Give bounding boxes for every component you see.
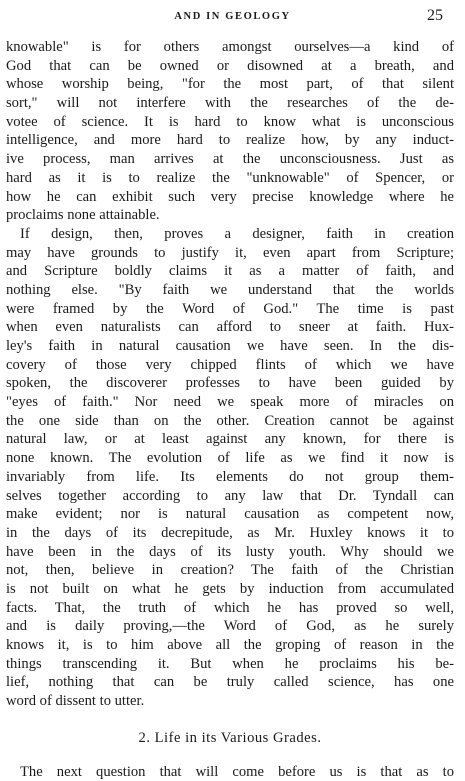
text-line: ive process, man arrives at the unconsciousness. Just as bbox=[6, 151, 454, 168]
text-line: were framed by the Word of God." The time is past bbox=[6, 300, 454, 317]
text-line: the one side than on the other. Creation cannot be against bbox=[6, 412, 454, 429]
text-line: intelligence, and more hard to realize how, by any induct- bbox=[6, 132, 454, 149]
text-line: sort," will not interfere with the researches of the de- bbox=[6, 95, 454, 112]
text-line: "eyes of faith." Nor need we speak more of miracles on bbox=[6, 394, 454, 411]
text-line: knows it, is to him above all the groping of reason in the bbox=[6, 637, 454, 653]
text-line: when even naturalists can afford to sneer at faith. Hux- bbox=[6, 319, 454, 336]
text-line: nothing else. "By faith we understand that the worlds bbox=[6, 281, 454, 298]
text-line: proclaims none attainable. bbox=[6, 207, 160, 224]
text-line: things transcending it. But when he proclaims his be- bbox=[6, 655, 454, 672]
page-number: 25 bbox=[427, 7, 443, 24]
section-heading: 2. Life in its Various Grades. bbox=[138, 729, 322, 746]
text-line: covery of those very chipped flints of which we have bbox=[6, 356, 454, 373]
text-line: not, then, believe in creation? The faith of the Christian bbox=[6, 562, 454, 579]
text-line: If design, then, proves a designer, faith in creation bbox=[20, 225, 454, 242]
running-title: AND IN GEOLOGY bbox=[174, 11, 291, 22]
body-text bbox=[6, 38, 454, 781]
text-line: is not built on what he gets by induction from accumulated bbox=[6, 580, 454, 597]
text-line: lief, nothing that can be truly called science, has one bbox=[6, 674, 454, 691]
paragraph-1 bbox=[6, 38, 454, 225]
text-line: whose worship being, "for the most part, of that silent bbox=[6, 76, 454, 93]
text-line: none known. The evolution of life as we find it now is bbox=[6, 450, 454, 467]
text-line: spoken, the discoverer professes to have been guided by bbox=[6, 375, 454, 392]
text-line: facts. That, the truth of which he has proved so well, bbox=[6, 599, 454, 616]
text-line: votee of science. It is hard to know what is unconscious bbox=[6, 113, 454, 130]
text-line: selves together according to any law that Dr. Tyndall can bbox=[6, 487, 454, 504]
paragraph-2 bbox=[6, 225, 454, 711]
text-line: invariably from life. Its elements do not group them- bbox=[6, 468, 454, 485]
text-line: hard as it is to realize the "unknowable" of Spencer, or bbox=[6, 169, 454, 186]
text-line: make evident; nor is natural causation as competent now, bbox=[6, 506, 454, 523]
text-line: and Scripture boldly claims it as a matter of faith, and bbox=[6, 263, 454, 280]
paragraph-3 bbox=[6, 763, 454, 781]
text-line: and is daily proving,—the Word of God, as he surely bbox=[6, 618, 454, 635]
text-line: knowable" is for others amongst ourselves—a kind of bbox=[6, 39, 454, 55]
text-line: God that can be owned or disowned at a breath, and bbox=[6, 57, 454, 74]
text-line: how he can exhibit such very precise knowledge where he bbox=[6, 188, 454, 205]
text-line: may have grounds to justify it, even apart from Scripture; bbox=[6, 244, 454, 261]
text-line: natural law, or at least against any known, for there is bbox=[6, 431, 454, 448]
text-line: The next question that will come before us is that as to bbox=[20, 763, 454, 780]
text-line: ley's faith in natural causation we have seen. In the dis- bbox=[6, 338, 454, 354]
text-line: have been in the days of its lusty youth. Why should we bbox=[6, 543, 454, 560]
text-line: in the days of its decrepitude, as Mr. Huxley knows it to bbox=[6, 524, 454, 541]
running-head bbox=[0, 6, 465, 28]
text-line: word of dissent to utter. bbox=[6, 693, 145, 710]
